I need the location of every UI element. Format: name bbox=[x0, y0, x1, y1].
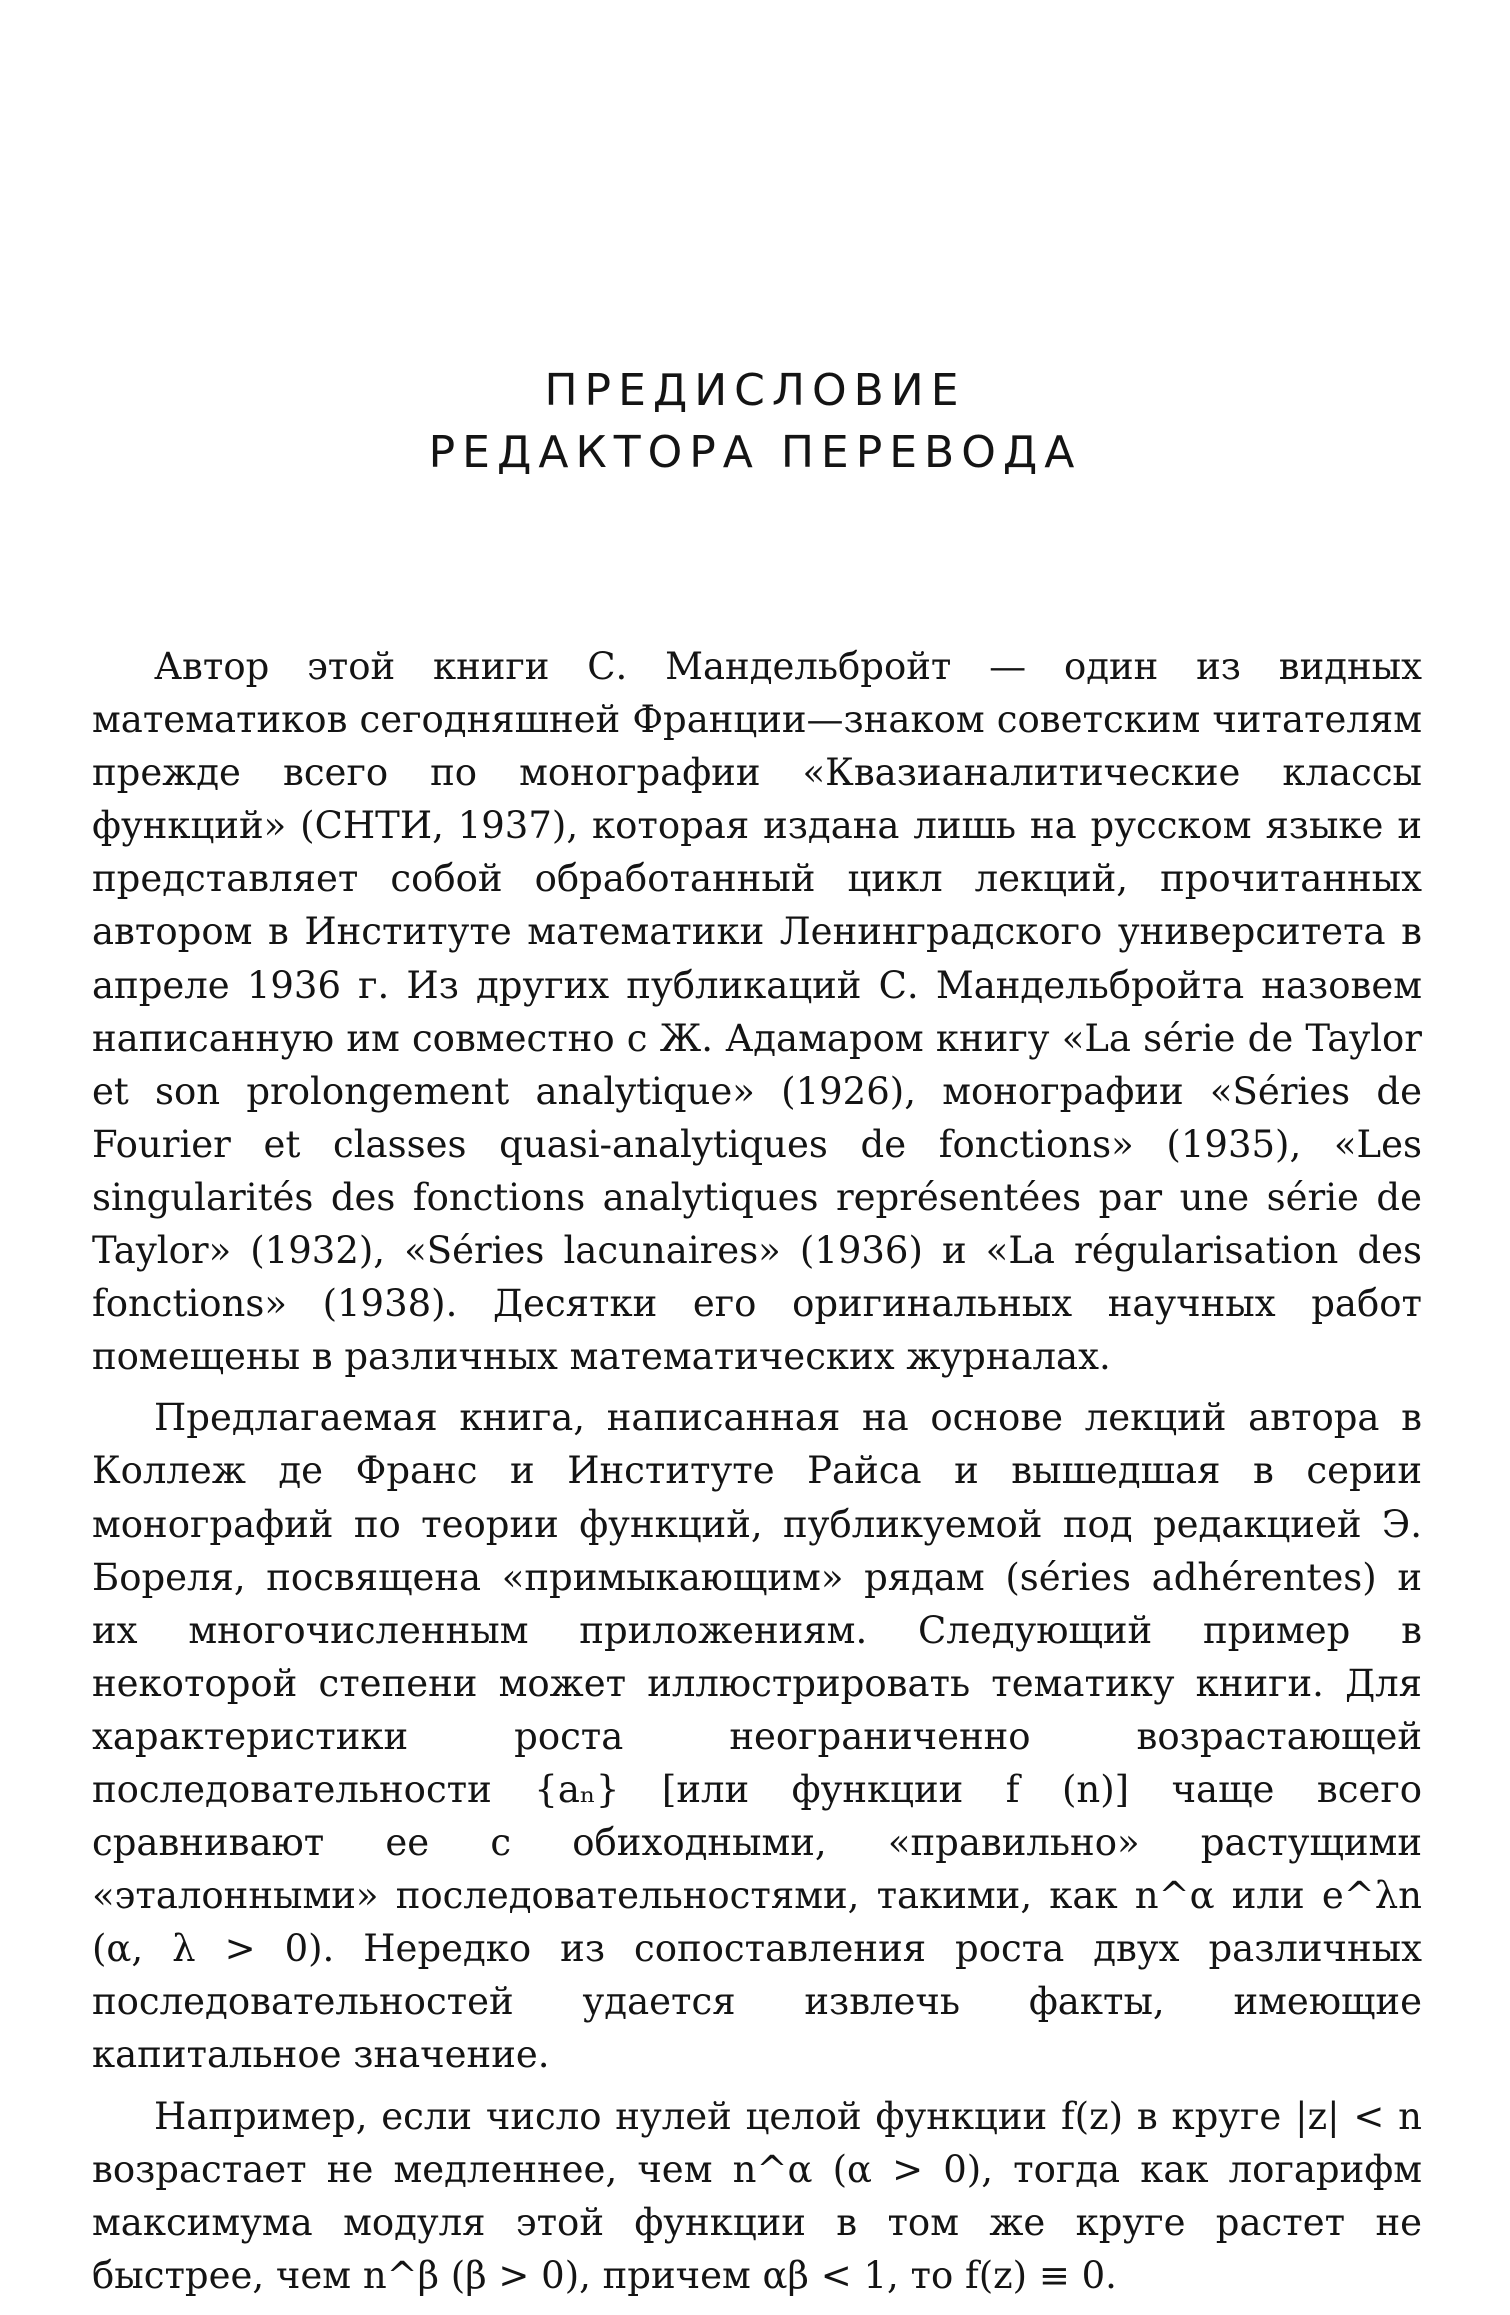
paragraph-2: Предлагаемая книга, написанная на основе лекций автора в Коллеж де Франс и Институте Райса и вышедшая в серии монографий по теории функций, публикуемой под редакцией Э. Бореля, посвящена «примыкающим» рядам (séries adhérentes) и их многочисленным приложениям. Следующий пример в некоторой степени может иллюстрировать тематику книги. Для характеристики роста неограниченно возрастающей последовательности {aₙ} [или функции f (n)] чаще всего сравнивают ее с обиходными, «правильно» растущими «эталонными» последовательностями, такими, как n^α или e^λn (α, λ > 0). Нередко из сопоставления роста двух различных последовательностей удается извлечь факты, имеющие капитальное значение. bbox=[92, 1396, 1422, 2077]
chapter-title bbox=[0, 360, 1510, 484]
paragraph-3: Например, если число нулей целой функции f(z) в круге |z| < n возрастает не медленнее, чем n^α (α > 0), тогда как логарифм максимума модуля этой функции в том же круге растет не быстрее, чем n^β (β > 0), причем αβ < 1, то f(z) ≡ 0. bbox=[92, 2094, 1422, 2297]
paragraph-1: Автор этой книги С. Мандельбройт — один из видных математиков сегодняшней Франции—знаком советским читателям прежде всего по монографии «Квазианалитические классы функций» (СНТИ, 1937), которая издана лишь на русском языке и представляет собой обработанный цикл лекций, прочитанных автором в Институте математики Ленинградского университета в апреле 1936 г. Из других публикаций С. Мандельбройта назовем написанную им совместно с Ж. Адамаром книгу «La série de Taylor et son prolongement analytique» (1926), монографии «Séries de Fourier et classes quasi-analytiques de fonctions» (1935), «Les singularités des fonctions analytiques représentées par une série de Taylor» (1932), «Séries lacunaires» (1936) и «La régularisation des fonctions» (1938). Десятки его оригинальных научных работ помещены в различных математических журналах. bbox=[92, 645, 1422, 1379]
body-text bbox=[92, 640, 1422, 2302]
title-line-1: ПРЕДИСЛОВИЕ bbox=[544, 365, 966, 416]
title-line-2: РЕДАКТОРА ПЕРЕВОДА bbox=[428, 427, 1082, 478]
